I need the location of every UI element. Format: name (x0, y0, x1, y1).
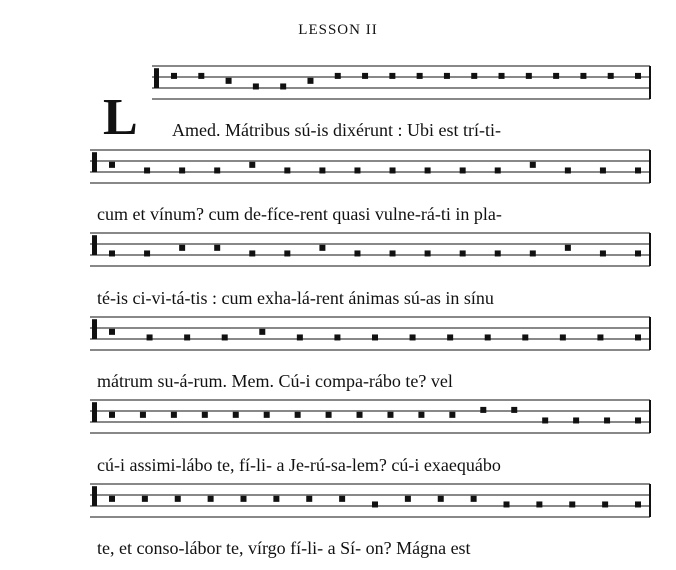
neume-note (144, 167, 150, 173)
neume-note (495, 167, 501, 173)
neume-note (573, 417, 579, 423)
neume-note (600, 250, 606, 256)
neume-note (297, 334, 303, 340)
neume-note (140, 412, 146, 418)
neume-note (602, 501, 608, 507)
neume-note (499, 73, 505, 79)
neume-note (208, 496, 214, 502)
neume-note (460, 250, 466, 256)
neume-note (522, 334, 528, 340)
lesson-title: LESSON II (298, 22, 378, 38)
neume-note (480, 407, 486, 413)
neume-note (471, 496, 477, 502)
neume-note (635, 250, 641, 256)
neume-note (109, 412, 115, 418)
neume-note (608, 73, 614, 79)
neume-note (171, 412, 177, 418)
neume-note (449, 412, 455, 418)
neume-note (214, 167, 220, 173)
neume-note (372, 334, 378, 340)
neume-note (372, 501, 378, 507)
neume-note (284, 250, 290, 256)
neume-note (530, 250, 536, 256)
clef-icon (92, 402, 97, 422)
neume-note (171, 73, 177, 79)
lyric-line-3: té-is ci-vi-tá-tis : cum exha-lá-rent ánimas sú-as in sínu (97, 288, 494, 308)
neume-note (604, 417, 610, 423)
neume-note (390, 250, 396, 256)
clef-icon (92, 235, 97, 255)
lyric-line-6: te, et conso-lábor te, vírgo fí-li- a Sí- on? Mágna est (97, 538, 471, 558)
neume-note (635, 167, 641, 173)
neume-note (198, 73, 204, 79)
neume-note (635, 417, 641, 423)
lyric-line-4: mátrum su-á-rum. Mem. Cú-i compa-rábo te? vel (97, 371, 453, 391)
neume-note (387, 412, 393, 418)
neume-note (447, 334, 453, 340)
neume-note (339, 496, 345, 502)
neume-note (405, 496, 411, 502)
neume-note (147, 334, 153, 340)
neume-note (179, 167, 185, 173)
neume-note (319, 167, 325, 173)
staff-4 (90, 317, 650, 350)
neume-note (569, 501, 575, 507)
neume-note (202, 412, 208, 418)
neume-note (390, 167, 396, 173)
neume-note (530, 162, 536, 168)
neume-note (334, 334, 340, 340)
neume-note (635, 501, 641, 507)
neume-note (410, 334, 416, 340)
staff-3 (90, 233, 650, 266)
neume-note (536, 501, 542, 507)
neume-note (326, 412, 332, 418)
neume-note (249, 162, 255, 168)
neume-note (357, 412, 363, 418)
neume-note (109, 496, 115, 502)
staff-2 (90, 150, 650, 183)
neume-note (214, 245, 220, 251)
neume-note (354, 250, 360, 256)
neume-note (511, 407, 517, 413)
neume-note (560, 334, 566, 340)
neume-note (335, 73, 341, 79)
neume-note (319, 245, 325, 251)
clef-icon (92, 486, 97, 506)
neume-note (526, 73, 532, 79)
staff-5 (90, 400, 650, 433)
neume-note (307, 78, 313, 84)
neume-note (284, 167, 290, 173)
neume-note (635, 73, 641, 79)
neume-note (471, 73, 477, 79)
neume-note (389, 73, 395, 79)
neume-note (495, 250, 501, 256)
neume-note (425, 167, 431, 173)
neume-note (241, 496, 247, 502)
initial-letter: L (103, 89, 138, 146)
neume-note (542, 417, 548, 423)
neume-note (109, 250, 115, 256)
neume-note (222, 334, 228, 340)
neume-note (565, 245, 571, 251)
neume-note (249, 250, 255, 256)
neume-note (144, 250, 150, 256)
neume-note (600, 167, 606, 173)
lyric-line-2: cum et vínum? cum de-fíce-rent quasi vulne-rá-ti in pla- (97, 204, 502, 224)
neume-note (504, 501, 510, 507)
neume-note (306, 496, 312, 502)
clef-icon (154, 68, 159, 88)
clef-icon (92, 152, 97, 172)
neume-note (444, 73, 450, 79)
neume-note (460, 167, 466, 173)
neume-note (362, 73, 368, 79)
neume-note (553, 73, 559, 79)
neume-note (354, 167, 360, 173)
neume-note (485, 334, 491, 340)
neume-note (438, 496, 444, 502)
neume-note (175, 496, 181, 502)
neume-note (226, 78, 232, 84)
neume-note (233, 412, 239, 418)
neume-note (109, 329, 115, 335)
neume-note (184, 334, 190, 340)
neume-note (253, 83, 259, 89)
neume-note (425, 250, 431, 256)
neume-note (264, 412, 270, 418)
staff-1 (152, 66, 650, 99)
lyric-line-5: cú-i assimi-lábo te, fí-li- a Je-rú-sa-lem? cú-i exaequábo (97, 455, 501, 475)
neume-note (565, 167, 571, 173)
neume-note (280, 83, 286, 89)
neume-note (417, 73, 423, 79)
neume-note (580, 73, 586, 79)
neume-note (179, 245, 185, 251)
neume-note (142, 496, 148, 502)
neume-note (109, 162, 115, 168)
neume-note (259, 329, 265, 335)
staff-6 (90, 484, 650, 517)
neume-note (273, 496, 279, 502)
clef-icon (92, 319, 97, 339)
neume-note (635, 334, 641, 340)
lyric-line-1: Amed. Mátribus sú-is dixérunt : Ubi est trí-ti- (172, 120, 501, 140)
neume-note (295, 412, 301, 418)
neume-note (418, 412, 424, 418)
neume-note (597, 334, 603, 340)
